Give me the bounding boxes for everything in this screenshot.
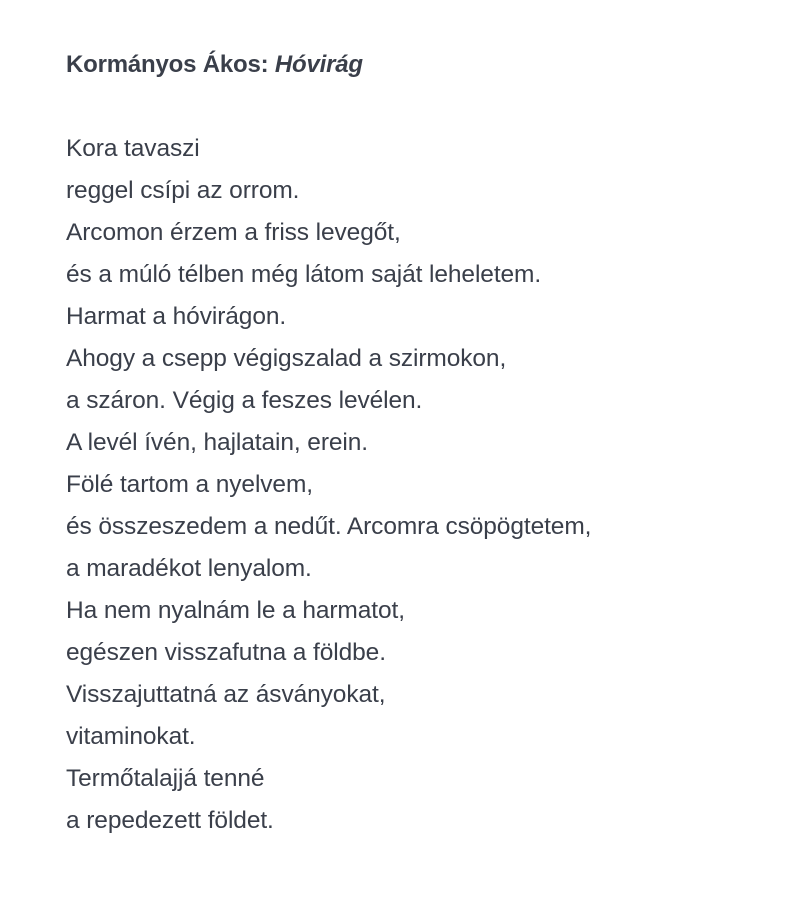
poem	[66, 44, 766, 842]
poem-line: A levél ívén, hajlatain, erein.	[66, 429, 368, 456]
poem-line: Fölé tartom a nyelvem,	[66, 471, 313, 498]
poem-author: Kormányos Ákos:	[66, 51, 269, 78]
poem-line: Termőtalajjá tenné	[66, 765, 265, 792]
poem-line: Kora tavaszi	[66, 135, 200, 162]
poem-line: a száron. Végig a feszes levélen.	[66, 387, 423, 414]
poem-line: Harmat a hóvirágon.	[66, 303, 287, 330]
poem-line: a repedezett földet.	[66, 807, 274, 834]
poem-line: és a múló télben még látom saját leheletem.	[66, 261, 542, 288]
poem-line: Ha nem nyalnám le a harmatot,	[66, 597, 405, 624]
poem-line: és összeszedem a nedűt. Arcomra csöpögtetem,	[66, 513, 592, 540]
poem-title: Hóvirág	[274, 51, 363, 78]
poem-line: Arcomon érzem a friss levegőt,	[66, 219, 401, 246]
poem-line: Ahogy a csepp végigszalad a szirmokon,	[66, 345, 507, 372]
poem-line: a maradékot lenyalom.	[66, 555, 312, 582]
poem-heading	[66, 44, 766, 86]
poem-body	[66, 128, 766, 842]
poem-line: Visszajuttatná az ásványokat,	[66, 681, 386, 708]
poem-line: reggel csípi az orrom.	[66, 177, 300, 204]
poem-line: egészen visszafutna a földbe.	[66, 639, 386, 666]
poem-line: vitaminokat.	[66, 723, 196, 750]
